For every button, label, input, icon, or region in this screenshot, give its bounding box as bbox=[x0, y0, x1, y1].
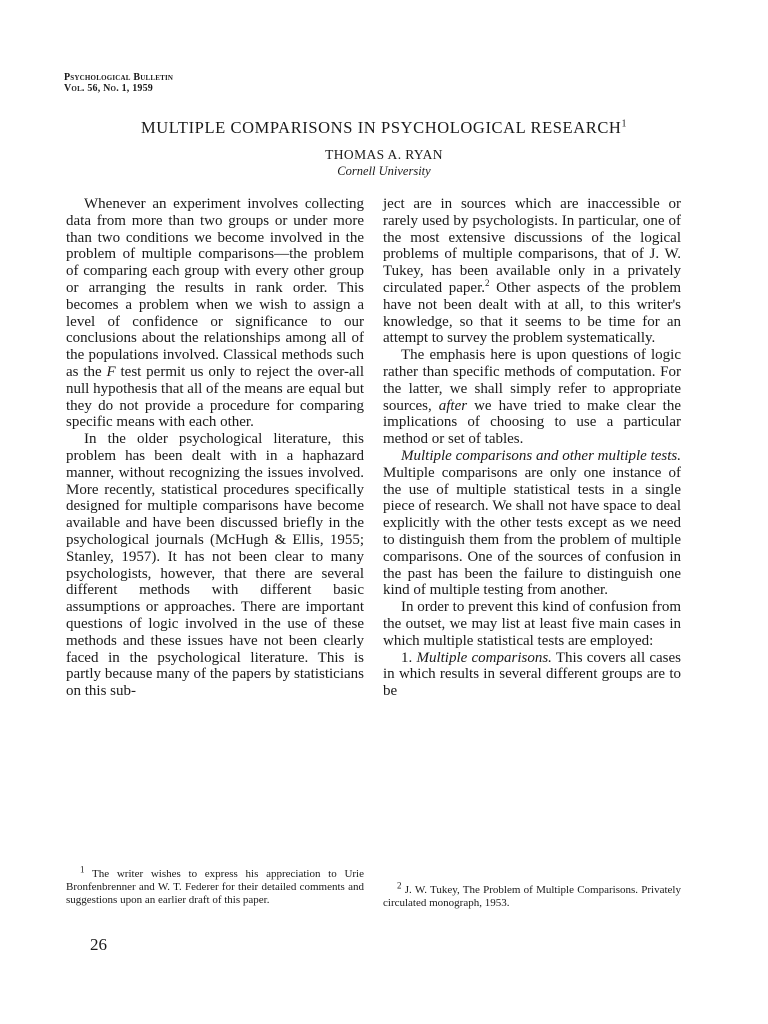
paragraph-text: ject are in sources which are inaccessible or rarely used by psychologists. In particular, one of the most extensive discussions of the logical problems of multiple comparisons, that of J. W. Tukey, has been available only in a privately circulated paper. bbox=[383, 196, 681, 296]
paragraph-text: we have tried to make clear the implications of choosing to use a particular method or set of tables. bbox=[383, 397, 681, 448]
italic-text: F bbox=[106, 363, 116, 380]
paragraph-text: Multiple comparisons are only one instance of the use of multiple statistical tests in a single piece of research. We shall not have space to deal explicitly with the other tests except as we need to distinguish them from the problem of multiple comparisons. One of the sources of confusion in the past has been the failure to distinguish one kind of multiple testing from another. bbox=[383, 464, 681, 599]
paragraph bbox=[383, 347, 681, 448]
paragraph-text: This covers all cases in which results in several different groups are to be bbox=[383, 649, 681, 700]
paragraph: In order to prevent this kind of confusion from the outset, we may list at least five main cases in which multiple statistical tests are employed: bbox=[383, 599, 681, 649]
left-column bbox=[66, 196, 364, 700]
paragraph bbox=[383, 196, 681, 347]
footnote-mark: 2 bbox=[397, 880, 402, 891]
page-number: 26 bbox=[90, 935, 107, 954]
footnote-body: The writer wishes to express his appreciation to Urie Bronfenbrenner and W. T. Federer for their detailed comments and suggestions upon an earlier draft of this paper. bbox=[66, 868, 364, 906]
footnote-2 bbox=[383, 880, 681, 910]
list-number: 1. bbox=[401, 649, 413, 666]
list-heading: Multiple comparisons. bbox=[416, 649, 552, 666]
section-heading: Multiple comparisons and other multiple tests. bbox=[401, 447, 681, 464]
paragraph-text: The emphasis here is upon questions of logic rather than specific methods of computation. For the latter, we shall simply refer to appropriate sources, bbox=[383, 347, 681, 414]
journal-name: Psychological Bulletin bbox=[64, 72, 174, 83]
paragraph-text: test permit us only to reject the over-all null hypothesis that all of the means are equal but they do not provide a procedure for comparing specific means with each other. bbox=[66, 363, 364, 431]
paragraph bbox=[383, 448, 681, 599]
paragraph: In the older psychological literature, this problem has been dealt with in a haphazard manner, without recognizing the issues involved. More recently, statistical procedures specifically designed for multiple comparisons have become available and have been discussed briefly in the psychological journals (McHugh & Ellis, 1955; Stanley, 1957). It has not been clear to many psychologists, however, that there are several different methods with different basic assumptions or approaches. There are important questions of logic involved in the use of these methods and these issues have not been clearly faced in the psychological literature. This is partly because many of the papers by statisticians on this sub- bbox=[66, 431, 364, 700]
footnote-ref: 2 bbox=[485, 277, 490, 288]
paragraph bbox=[66, 196, 364, 431]
paragraph-text: Other aspects of the problem have not been dealt with at all, to this writer's knowledge, so that it seems to be time for an attempt to survey the problem systematically. bbox=[383, 279, 681, 347]
footnote-mark: 1 bbox=[80, 864, 85, 875]
journal-volume: Vol. 56, No. 1, 1959 bbox=[64, 83, 154, 94]
footnote-text bbox=[383, 880, 681, 910]
journal-header bbox=[64, 72, 173, 94]
right-column bbox=[383, 196, 681, 700]
article-title bbox=[0, 118, 768, 138]
article-title-text: MULTIPLE COMPARISONS IN PSYCHOLOGICAL RESEARCH bbox=[140, 118, 622, 137]
author-name: THOMAS A. RYAN bbox=[325, 147, 443, 162]
footnote-text bbox=[66, 864, 364, 907]
paragraph bbox=[383, 650, 681, 700]
author-affiliation: Cornell University bbox=[337, 164, 431, 178]
footnote-body: J. W. Tukey, The Problem of Multiple Comparisons. Privately circulated monograph, 1953. bbox=[383, 884, 681, 909]
title-footnote-mark: 1 bbox=[621, 118, 628, 130]
paragraph-text: Whenever an experiment involves collecting data from more than two groups or under more than two conditions we become involved in the problem of multiple comparisons—the problem of comparing each group with every other group or arranging the results in rank order. This becomes a problem when we wish to assign a level of confidence or significance to our conclusions about the relationships among all of the populations involved. Classical methods such as the bbox=[66, 196, 364, 380]
footnote-1 bbox=[66, 864, 364, 907]
italic-text: after bbox=[438, 397, 468, 414]
